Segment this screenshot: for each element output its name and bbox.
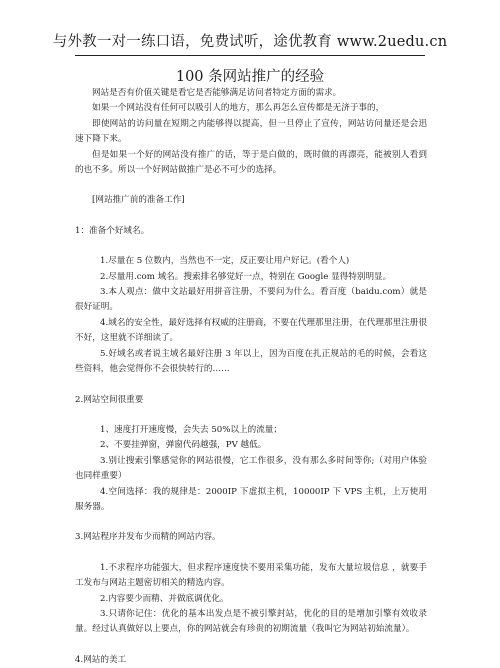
list-item: 3.只请你记住：优化的基本出发点是不被引擎封站，优化的目的是增加引擎有效收录量。经过认真做好以上要点，你的网站就会有珍贵的初期流量（我叫它为网站初始流量）。 — [75, 608, 427, 635]
list-item: 1.不求程序功能强大，但求程序速度快不要用采集功能，发布大量垃圾信息 ，就要手工发布与网站主题密切相关的精选内容。 — [75, 562, 427, 589]
intro-paragraph: 网站是否有价值关键是看它是否能够满足访问者特定方面的需求。 — [92, 88, 342, 98]
intro-paragraph: 如果一个网站没有任何可以吸引人的地方，那么再怎么宣传都是无济于事的， — [92, 103, 385, 114]
list-item: 1、速度打开速度慢，会失去 50%以上的流量； — [100, 424, 282, 435]
list-item: 4.空间选择：我的规律是：2000IP 下虚拟主机，10000IP 下 VPS 主机，上万使用服务器。 — [75, 486, 427, 512]
intro-paragraph: 即使网站的访问量在短期之内能够得以提高，但一旦停止了宣传，网站访问量还是会迅速下降下来。 — [75, 118, 427, 145]
section-heading: 3.网站程序并发布少而精的网站内容。 — [75, 532, 221, 543]
list-item: 3.本人观点：做中文站最好用拼音注册，不要问为什么。看百度（baidu.com）就是很好证明。 — [75, 287, 427, 313]
section-heading: 2.网站空间很重要 — [75, 394, 144, 405]
list-item: 5.好域名或者说主域名最好注册 3 年以上，因为百度在扎正规站的毛的时候，会看这些资料，他会觉得你不会很快转行的…… — [75, 348, 427, 375]
header-divider — [75, 55, 425, 56]
list-item: 3.别让搜索引擎感觉你的网站很慢，它工作很多，没有那么多时间等你;（对用户体验也同样重要） — [75, 455, 427, 482]
list-item: 2、不要挂弹窗，弹窗代码越强，PV 越低。 — [100, 440, 267, 451]
section-heading: 1：准备个好域名。 — [75, 225, 150, 236]
document-body — [75, 86, 427, 668]
document-title: 100 条网站推广的经验 — [175, 69, 325, 85]
list-item: 2.内容要少而精、并做底调优化。 — [100, 593, 229, 604]
list-item: 2.尽量用.com 域名。搜索排名够觉好一点，特别在 Google 显得特别明显。 — [100, 271, 392, 282]
section-heading: 4.网站的美工 — [75, 654, 127, 665]
page-header: 与外教一对一练口语，免费试听，途优教育 www.2uedu.cn — [52, 34, 448, 50]
prep-heading: [网站推广前的准备工作] — [92, 195, 185, 206]
list-item: 1.尽量在 5 位数内，当然也不一定，反正要让用户好记。(看个人) — [100, 256, 350, 267]
list-item: 4.域名的安全性，最好选择有权威的注册商，不要在代理那里注册，在代理那里注册很不好，这里就不详细读了。 — [75, 317, 427, 344]
intro-paragraph: 但是如果一个好的网站没有推广的话，等于是白做的，既时做的再漂亮，能被别人看到的也不多。所以一个好网站做推广是必不可少的选择。 — [75, 149, 427, 176]
